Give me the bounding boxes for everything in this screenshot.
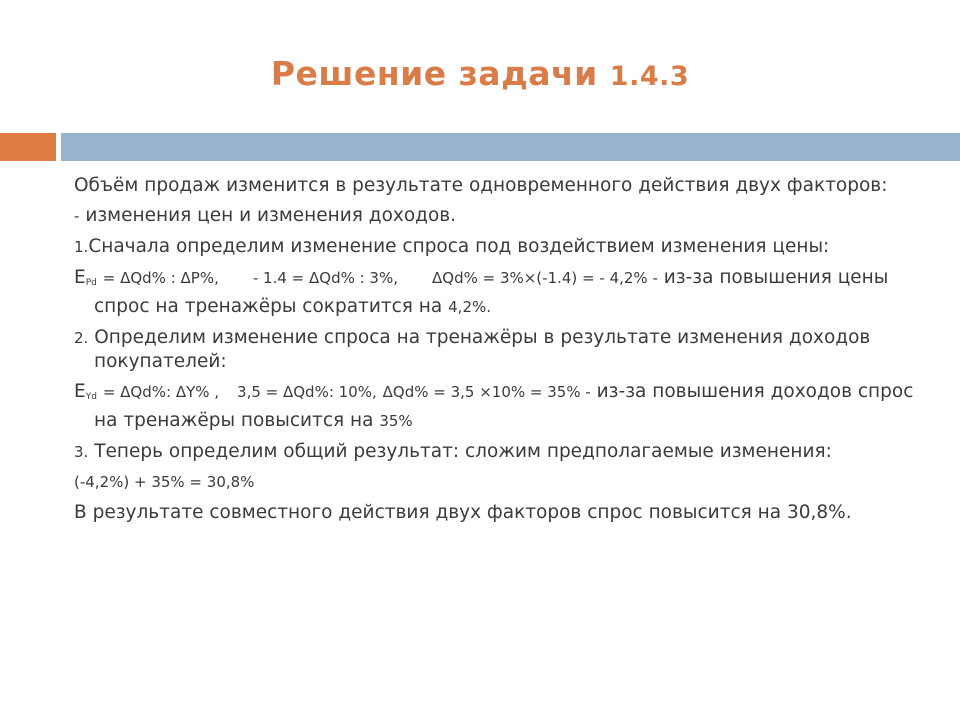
formula-price-1: = ΔQd% : ΔP%, [102,269,219,287]
formula-income-2: 3,5 = ΔQd%: 10%, [237,383,377,401]
paragraph-sum: (-4,2%) + 35% = 30,8% [74,473,255,491]
paragraph-price-elasticity [74,266,924,319]
income-conclusion-value: 35% [379,412,413,430]
paragraph-factors [74,204,924,228]
step-3-text: Теперь определим общий результат: сложим предполагаемые изменения: [94,441,832,462]
paragraph-income-elasticity [74,380,924,433]
accent-bar-blue [61,133,960,161]
slide-title-text: Решение задачи [270,54,598,93]
price-conclusion-value: 4,2%. [448,298,492,316]
income-conclusion-text: из-за повышения доходов спрос на тренажёры повысится на [94,381,914,431]
slide-title-number: 1.4.3 [609,61,690,92]
formula-price-3: ΔQd% = 3%×(-1.4) = - 4,2% - [432,269,658,287]
paragraph-step-1 [74,235,924,259]
dash-marker: - [74,207,80,225]
accent-bar-orange [0,133,56,161]
price-conclusion-text: из-за повышения цены спрос на тренажёры сократится на [94,267,889,317]
factors-text: изменения цен и изменения доходов. [85,205,457,226]
step-2-number: 2. [74,329,89,347]
elasticity-sup: P [85,278,92,288]
step-3-number: 3. [74,443,89,461]
formula-price-2: - 1.4 = ΔQd% : 3%, [252,269,398,287]
slide-content [74,174,924,531]
paragraph-step-3 [74,440,924,464]
formula-income-3: ΔQd% = 3,5 ×10% = 35% - [382,383,591,401]
income-sup: Y [85,392,92,402]
step-1-text: Сначала определим изменение спроса под воздействием изменения цены: [88,236,830,257]
income-e: E [74,381,86,402]
slide-title [0,54,960,93]
step-1-number: 1. [74,238,89,256]
paragraph-result: В результате совместного действия двух факторов спрос повысится на 30,8%. [74,502,852,523]
formula-income-1: = ΔQd%: ΔY% , [102,383,220,401]
income-sub: d [91,392,97,402]
elasticity-sub: d [91,278,97,288]
paragraph-intro: Объём продаж изменится в результате одновременного действия двух факторов: [74,175,888,196]
step-2-text: Определим изменение спроса на тренажёры в результате изменения доходов покупателей: [94,327,871,372]
elasticity-e: E [74,267,86,288]
paragraph-step-2 [74,326,924,373]
